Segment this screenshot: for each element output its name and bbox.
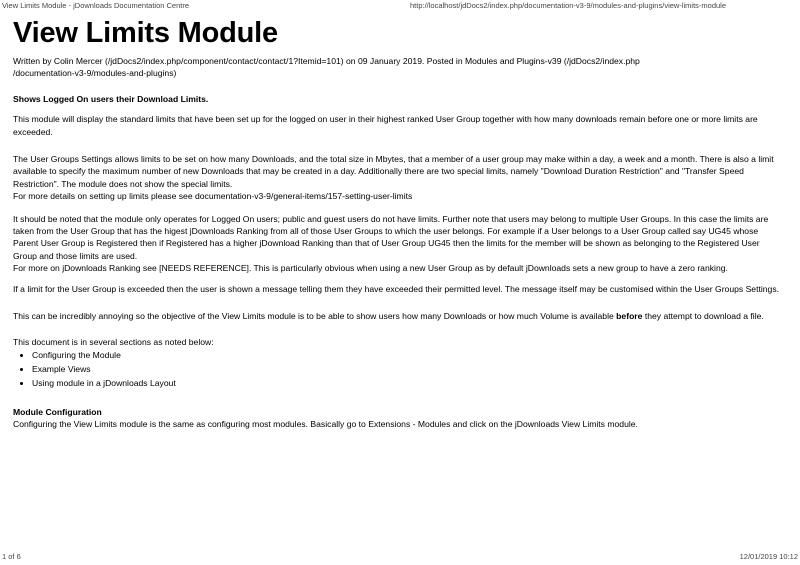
sections-list [13,348,783,390]
paragraph-objective [13,310,783,322]
article [13,15,783,431]
byline-line-2: /documentation-v3-9/modules-and-plugins) [13,68,177,79]
paragraph-logged-on-note [13,213,783,275]
paragraph-logged-on-note-text: It should be noted that the module only operates for Logged On users; public and guest users do not have limits. Further note that users may belong to multiple User Groups. In this case the limits are taken from the User Group that has the higest jDownloads Ranking from all of those User Groups to which the user belongs. For example if a User belongs to a User Group called say UG45 whose Parent User Group is Registered then if Registered has a higher jDownload Ranking than that of User Group UG45 then the limits for the member will be shown as belonging to the Registered User Group and those limits are used. [13,213,769,261]
module-configuration-heading: Module Configuration [13,406,102,417]
list-item: • Using module in a jDownloads Layout [32,376,783,390]
paragraph-objective-end: they attempt to download a file. [642,311,764,322]
print-header-title: View Limits Module - jDownloads Documentation Centre [2,1,190,10]
byline-line-1: Written by Colin Mercer (/jdDocs2/index.php/component/contact/contact/1?Itemid=101) on 09 January 2019. Posted in Modules and Plugins-v39 (/jdDocs2/index.php [13,56,640,66]
print-timestamp: 12/01/2019 10:12 [739,552,798,561]
paragraph-limit-exceeded: If a limit for the User Group is exceeded then the user is shown a message telling them they have exceeded their permitted level. The message itself may be customised within the User Groups Settings. [13,283,780,294]
paragraph-user-group-settings-text: The User Groups Settings allows limits to be set on how many Downloads, and the total size in Mbytes, that a member of a user group may make within a day, a week and a month. There is also a limit available to specify the maximum number of new Downloads that may be created in a day. Additionally there are two special limits, namely "Download Duration Restriction" and "Transfer Speed Restriction". The module does not show the special limits. [13,154,774,189]
paragraph-sections-intro: This document is in several sections as noted below: [13,336,214,347]
paragraph-limits-reference: For more details on setting up limits please see documentation-v3-9/general-items/157-setting-user-limits [13,191,413,202]
print-footer [0,552,800,562]
page-title: View Limits Module [13,17,278,49]
paragraph-user-group-settings [13,153,783,203]
module-configuration-text: Configuring the View Limits module is the same as configuring most modules. Basically go to Extensions - Modules and click on the jDownloads View Limits module. [13,419,638,430]
list-item: • Configuring the Module [32,348,783,362]
article-subheading: Shows Logged On users their Download Limits. [13,93,209,104]
list-item: • Example Views [32,362,783,376]
paragraph-ranking-note: For more on jDownloads Ranking see [NEEDS REFERENCE]. This is particularly obvious when using a new User Group as by default jDownloads sets a new group to have a zero ranking. [13,263,728,274]
print-header [0,1,800,11]
print-header-url: http://localhost/jdDocs2/index.php/documentation-v3-9/modules-and-plugins/view-limits-module [410,1,726,10]
paragraph-objective-start: This can be incredibly annoying so the objective of the View Limits module is to be able to show users how many Downloads or how much Volume is available [13,311,617,322]
page-number: 1 of 6 [2,552,21,561]
paragraph-intro: This module will display the standard limits that have been set up for the logged on user in their highest ranked User Group together with how many downloads remain before one or more limits are exceeded. [13,114,758,137]
article-byline [13,55,783,80]
paragraph-objective-emphasis: before [616,311,643,322]
